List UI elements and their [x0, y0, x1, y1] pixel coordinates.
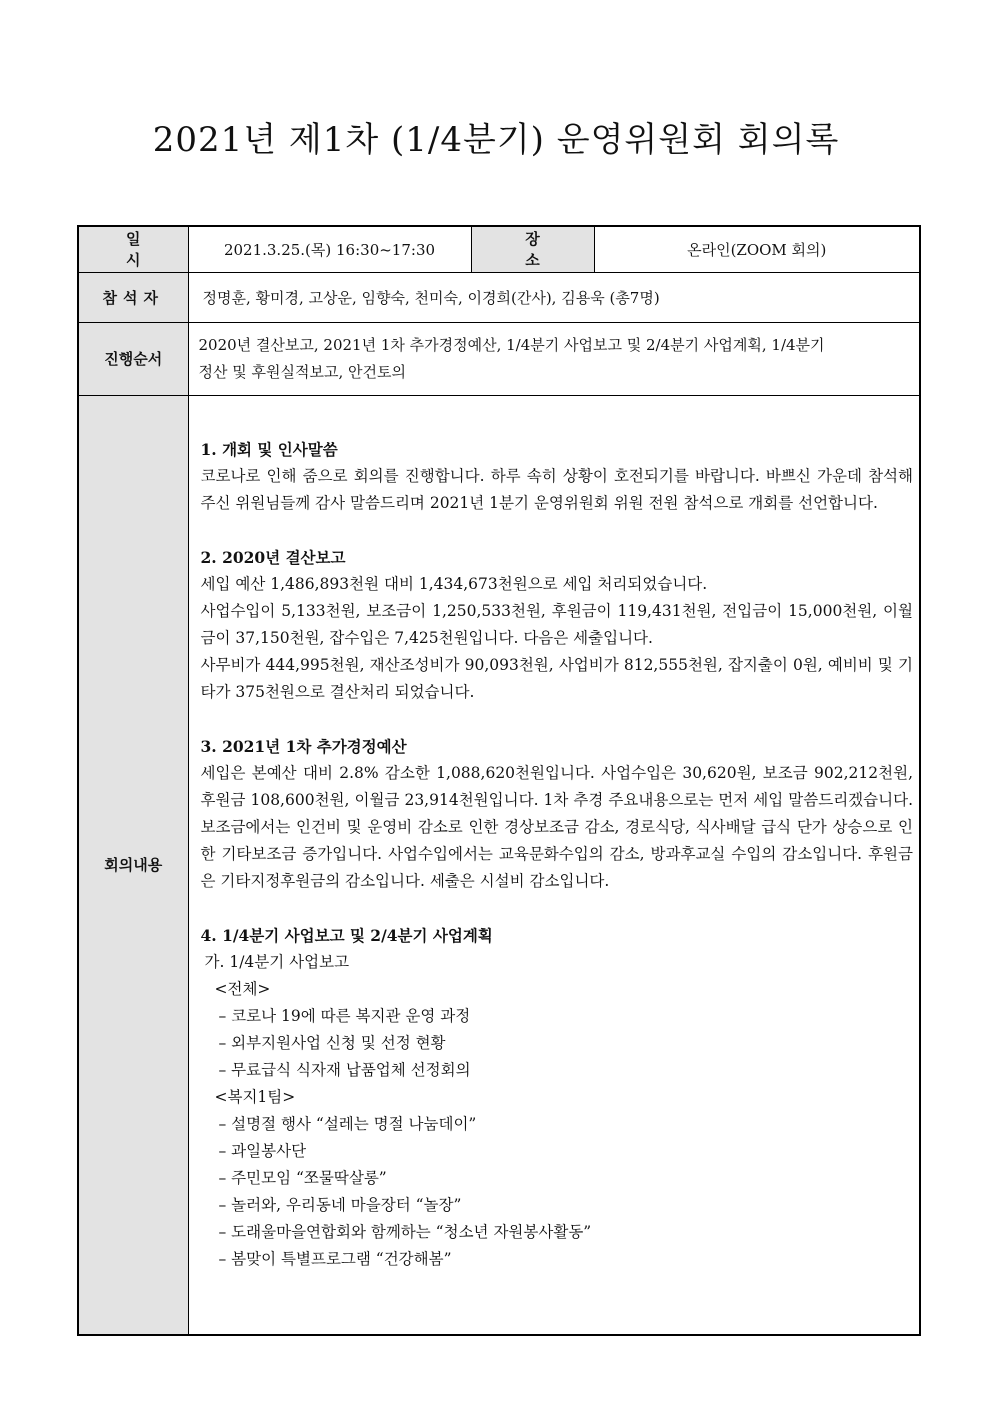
agenda-label: 진행순서	[78, 322, 188, 395]
content-body	[188, 395, 920, 1335]
row-content	[78, 395, 920, 1335]
place-label: 장 소	[471, 226, 594, 272]
section-2-line-3: 사무비가 444,995천원, 재산조성비가 90,093천원, 사업비가 812,555천원, 잡지출이 0원, 예비비 및 기타가 375천원으로 결산처리 되었습니다.	[200, 655, 913, 701]
list-item: – 놀러와, 우리동네 마을장터 “놀장”	[218, 1195, 462, 1214]
attendees-label: 참석자	[78, 272, 188, 322]
list-item: – 도래울마을연합회와 함께하는 “청소년 자원봉사활동”	[218, 1222, 592, 1241]
section-2-line-1: 세입 예산 1,486,893천원 대비 1,434,673천원으로 세입 처리되었습니다.	[200, 574, 708, 593]
list-item: – 외부지원사업 신청 및 선정 현황	[218, 1033, 446, 1052]
content-label: 회의내용	[78, 395, 188, 1335]
group-all-label: <전체>	[214, 979, 271, 998]
list-item: – 봄맞이 특별프로그램 “건강해봄”	[218, 1249, 452, 1268]
section-2-line-2: 사업수입이 5,133천원, 보조금이 1,250,533천원, 후원금이 119,431천원, 전입금이 15,000천원, 이월금이 37,150천원, 잡수입은 7,425천원입니다. 다음은 세출입니다.	[200, 601, 913, 647]
place-value: 온라인(ZOOM 회의)	[594, 226, 920, 272]
date-value: 2021.3.25.(목) 16:30~17:30	[188, 226, 471, 272]
list-item: – 설명절 행사 “설레는 명절 나눔데이”	[218, 1114, 477, 1133]
list-item: – 코로나 19에 따른 복지관 운영 과정	[218, 1006, 471, 1025]
section-1-text: 코로나로 인해 줌으로 회의를 진행합니다. 하루 속히 상황이 호전되기를 바랍니다. 바쁘신 가운데 참석해주신 위원님들께 감사 말씀드리며 2021년 1분기 운영위원회 위원 전원 참석으로 개회를 선언합니다.	[200, 466, 913, 512]
row-agenda	[78, 322, 920, 395]
minutes-table	[77, 225, 921, 1336]
attendees-value: 정명훈, 황미경, 고상운, 임향숙, 천미숙, 이경희(간사), 김용욱 (총7명)	[188, 272, 920, 322]
row-attendees	[78, 272, 920, 322]
list-item: – 주민모임 “쪼물딱살롱”	[218, 1168, 387, 1187]
row-date-place	[78, 226, 920, 272]
agenda-value	[188, 322, 920, 395]
section-3-heading: 3. 2021년 1차 추가경정예산	[200, 736, 407, 756]
section-3-text: 세입은 본예산 대비 2.8% 감소한 1,088,620천원입니다. 사업수입은 30,620원, 보조금 902,212천원, 후원금 108,600천원, 이월금 23,914천원입니다. 1차 추경 주요내용으로는 먼저 세입 말씀드리겠습니다. 보조금에서는 인건비 및 운영비 감소로 인한 경상보조금 감소, 경로식당, 식사배달 급식 단가 상승으로 인한 기타보조금 증가입니다. 사업수입에서는 교육문화수입의 감소, 방과후교실 수입의 감소입니다. 후원금은 기타지정후원금의 감소입니다. 세출은 시설비 감소입니다.	[200, 763, 913, 890]
section-4-heading: 4. 1/4분기 사업보고 및 2/4분기 사업계획	[200, 925, 493, 945]
section-1-heading: 1. 개회 및 인사말씀	[200, 439, 338, 459]
agenda-line-2: 정산 및 후원실적보고, 안건토의	[198, 362, 406, 381]
section-4-subheading: 가. 1/4분기 사업보고	[204, 952, 350, 971]
agenda-line-1: 2020년 결산보고, 2021년 1차 추가경정예산, 1/4분기 사업보고 및 2/4분기 사업계획, 1/4분기	[198, 335, 825, 354]
list-item: – 과일봉사단	[218, 1141, 307, 1160]
list-item: – 무료급식 식자재 납품업체 선정회의	[218, 1060, 471, 1079]
document-title: 2021년 제1차 (1/4분기) 운영위원회 회의록	[152, 120, 840, 160]
date-label: 일 시	[78, 226, 188, 272]
section-2-heading: 2. 2020년 결산보고	[200, 547, 346, 567]
group-team1-label: <복지1팀>	[214, 1087, 296, 1106]
